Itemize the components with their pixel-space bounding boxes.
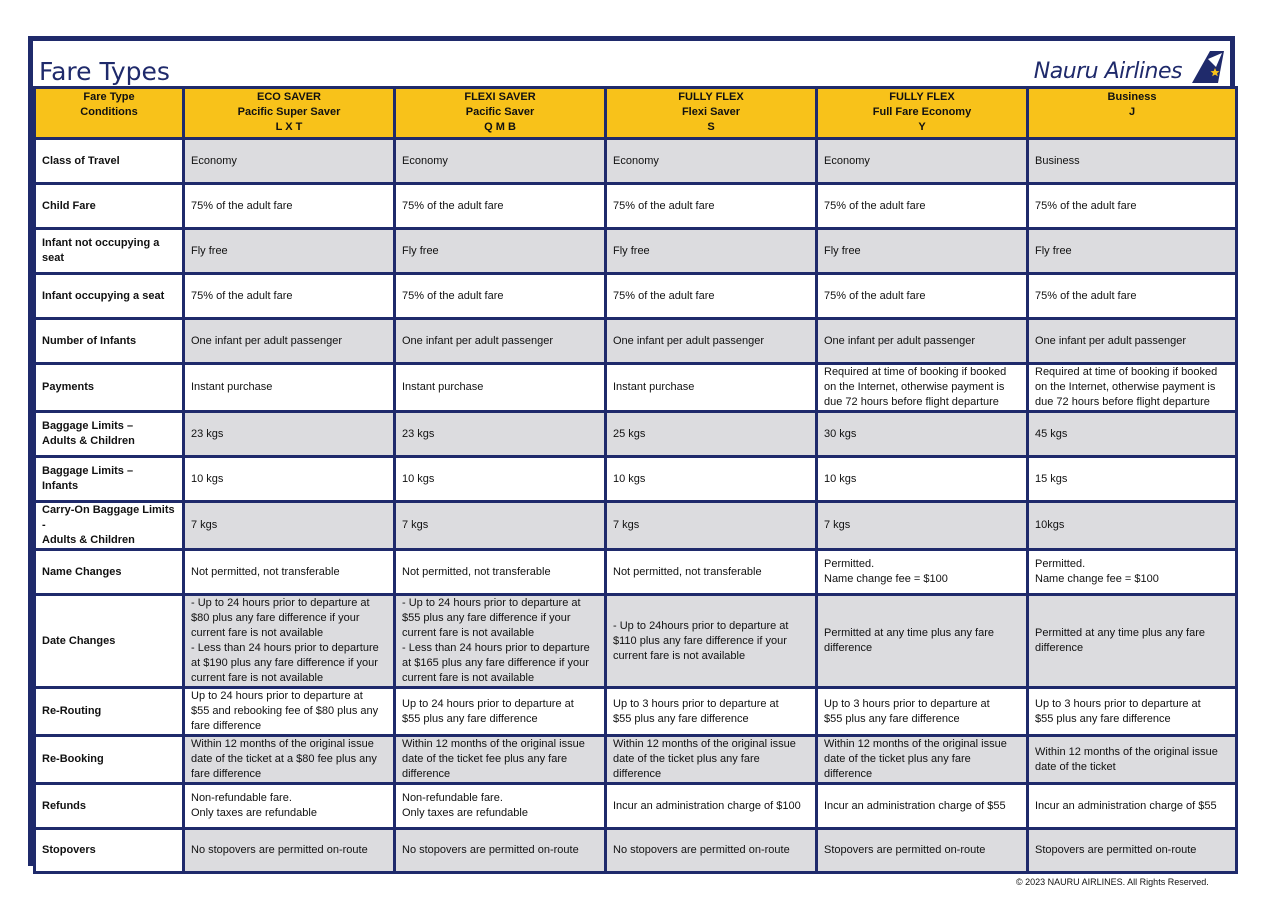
fare-conditions-table [33, 86, 1238, 874]
header-fully-flex-s: FULLY FLEX Flexi Saver S [606, 88, 817, 139]
table-row [35, 457, 1237, 502]
table-cell: 10 kgs [817, 457, 1028, 502]
table-cell: 45 kgs [1028, 412, 1237, 457]
table-cell: Stopovers are permitted on-route [817, 829, 1028, 873]
row-label: Payments [35, 364, 184, 412]
header-eco-saver: ECO SAVER Pacific Super Saver L X T [184, 88, 395, 139]
table-cell: Up to 3 hours prior to departure at $55 plus any fare difference [606, 688, 817, 736]
table-cell: One infant per adult passenger [606, 319, 817, 364]
table-cell: 23 kgs [395, 412, 606, 457]
table-row [35, 229, 1237, 274]
table-cell: 75% of the adult fare [817, 274, 1028, 319]
table-cell: 75% of the adult fare [395, 184, 606, 229]
table-cell: 75% of the adult fare [395, 274, 606, 319]
row-label: Stopovers [35, 829, 184, 873]
row-label: Baggage Limits – Adults & Children [35, 412, 184, 457]
table-row [35, 364, 1237, 412]
table-cell: Instant purchase [606, 364, 817, 412]
table-cell: No stopovers are permitted on-route [606, 829, 817, 873]
table-cell: 7 kgs [817, 502, 1028, 550]
row-label: Re-Routing [35, 688, 184, 736]
table-cell: Within 12 months of the original issue date of the ticket at a $80 fee plus any fare difference [184, 736, 395, 784]
header-flexi-saver: FLEXI SAVER Pacific Saver Q M B [395, 88, 606, 139]
table-row [35, 736, 1237, 784]
table-cell: 10 kgs [395, 457, 606, 502]
table-cell: Fly free [606, 229, 817, 274]
row-label: Baggage Limits – Infants [35, 457, 184, 502]
row-label: Name Changes [35, 550, 184, 595]
table-cell: 30 kgs [817, 412, 1028, 457]
row-label: Number of Infants [35, 319, 184, 364]
table-cell: Not permitted, not transferable [606, 550, 817, 595]
table-cell: Fly free [817, 229, 1028, 274]
page-title: Fare Types [39, 57, 170, 86]
table-cell: Non-refundable fare. Only taxes are refundable [184, 784, 395, 829]
table-cell: 23 kgs [184, 412, 395, 457]
row-label: Infant not occupying a seat [35, 229, 184, 274]
table-cell: 7 kgs [395, 502, 606, 550]
table-cell: Instant purchase [184, 364, 395, 412]
table-row [35, 688, 1237, 736]
table-header-row [35, 88, 1237, 139]
table-cell: Permitted at any time plus any fare difference [817, 595, 1028, 688]
plane-tail-star-icon [1188, 49, 1226, 85]
table-cell: One infant per adult passenger [1028, 319, 1237, 364]
table-cell: 7 kgs [184, 502, 395, 550]
table-cell: 7 kgs [606, 502, 817, 550]
row-label: Child Fare [35, 184, 184, 229]
table-cell: 75% of the adult fare [817, 184, 1028, 229]
row-label: Date Changes [35, 595, 184, 688]
fare-types-sheet [28, 36, 1235, 866]
table-cell: Within 12 months of the original issue date of the ticket fee plus any fare difference [395, 736, 606, 784]
row-label: Refunds [35, 784, 184, 829]
header-fully-flex-y: FULLY FLEX Full Fare Economy Y [817, 88, 1028, 139]
row-label: Re-Booking [35, 736, 184, 784]
table-row [35, 550, 1237, 595]
table-cell: Permitted. Name change fee = $100 [1028, 550, 1237, 595]
table-cell: 75% of the adult fare [606, 184, 817, 229]
table-cell: 10 kgs [184, 457, 395, 502]
table-cell: Up to 24 hours prior to departure at $55 plus any fare difference [395, 688, 606, 736]
table-cell: Economy [395, 139, 606, 184]
table-cell: 75% of the adult fare [606, 274, 817, 319]
table-row [35, 274, 1237, 319]
table-cell: Non-refundable fare. Only taxes are refundable [395, 784, 606, 829]
table-cell: No stopovers are permitted on-route [184, 829, 395, 873]
table-cell: 10kgs [1028, 502, 1237, 550]
row-label: Infant occupying a seat [35, 274, 184, 319]
table-cell: One infant per adult passenger [395, 319, 606, 364]
table-cell: Required at time of booking if booked on the Internet, otherwise payment is due 72 hours before flight departure [817, 364, 1028, 412]
table-cell: 10 kgs [606, 457, 817, 502]
table-row [35, 502, 1237, 550]
table-cell: Business [1028, 139, 1237, 184]
table-cell: 25 kgs [606, 412, 817, 457]
table-row [35, 184, 1237, 229]
table-cell: Not permitted, not transferable [184, 550, 395, 595]
table-row [35, 595, 1237, 688]
table-cell: - Up to 24 hours prior to departure at $80 plus any fare difference if your current fare is not available - Less than 24 hours prior to departure at $190 plus any fare difference if your current fare is not available [184, 595, 395, 688]
table-row [35, 829, 1237, 873]
table-cell: Economy [606, 139, 817, 184]
table-cell: Required at time of booking if booked on the Internet, otherwise payment is due 72 hours before flight departure [1028, 364, 1237, 412]
header-business: Business J [1028, 88, 1237, 139]
table-cell: - Up to 24 hours prior to departure at $55 plus any fare difference if your current fare is not available - Less than 24 hours prior to departure at $165 plus any fare difference if your current fare is not available [395, 595, 606, 688]
table-cell: Instant purchase [395, 364, 606, 412]
row-label: Carry-On Baggage Limits - Adults & Children [35, 502, 184, 550]
header-conditions: Fare Type Conditions [35, 88, 184, 139]
table-cell: Fly free [395, 229, 606, 274]
table-cell: Within 12 months of the original issue date of the ticket plus any fare difference [817, 736, 1028, 784]
table-cell: Permitted. Name change fee = $100 [817, 550, 1028, 595]
table-cell: Up to 3 hours prior to departure at $55 plus any fare difference [1028, 688, 1237, 736]
brand-logo [1034, 47, 1226, 87]
table-row [35, 139, 1237, 184]
row-label: Class of Travel [35, 139, 184, 184]
table-cell: Stopovers are permitted on-route [1028, 829, 1237, 873]
table-cell: Fly free [1028, 229, 1237, 274]
table-cell: Incur an administration charge of $55 [817, 784, 1028, 829]
table-cell: 75% of the adult fare [1028, 184, 1237, 229]
table-cell: Incur an administration charge of $55 [1028, 784, 1237, 829]
table-row [35, 784, 1237, 829]
table-row [35, 412, 1237, 457]
table-cell: Economy [184, 139, 395, 184]
table-cell: 15 kgs [1028, 457, 1237, 502]
table-cell: Not permitted, not transferable [395, 550, 606, 595]
table-cell: One infant per adult passenger [184, 319, 395, 364]
table-cell: No stopovers are permitted on-route [395, 829, 606, 873]
copyright-notice: © 2023 NAURU AIRLINES. All Rights Reserved. [1016, 877, 1209, 887]
brand-name: Nauru Airlines [1033, 58, 1182, 84]
table-cell: Economy [817, 139, 1028, 184]
table-cell: Up to 3 hours prior to departure at $55 plus any fare difference [817, 688, 1028, 736]
table-cell: - Up to 24hours prior to departure at $110 plus any fare difference if your current fare is not available [606, 595, 817, 688]
table-cell: Up to 24 hours prior to departure at $55 and rebooking fee of $80 plus any fare difference [184, 688, 395, 736]
table-cell: Within 12 months of the original issue date of the ticket [1028, 736, 1237, 784]
table-cell: Within 12 months of the original issue date of the ticket plus any fare difference [606, 736, 817, 784]
table-cell: Permitted at any time plus any fare difference [1028, 595, 1237, 688]
table-cell: 75% of the adult fare [1028, 274, 1237, 319]
table-cell: One infant per adult passenger [817, 319, 1028, 364]
table-cell: Incur an administration charge of $100 [606, 784, 817, 829]
table-cell: 75% of the adult fare [184, 184, 395, 229]
table-cell: 75% of the adult fare [184, 274, 395, 319]
table-row [35, 319, 1237, 364]
table-cell: Fly free [184, 229, 395, 274]
